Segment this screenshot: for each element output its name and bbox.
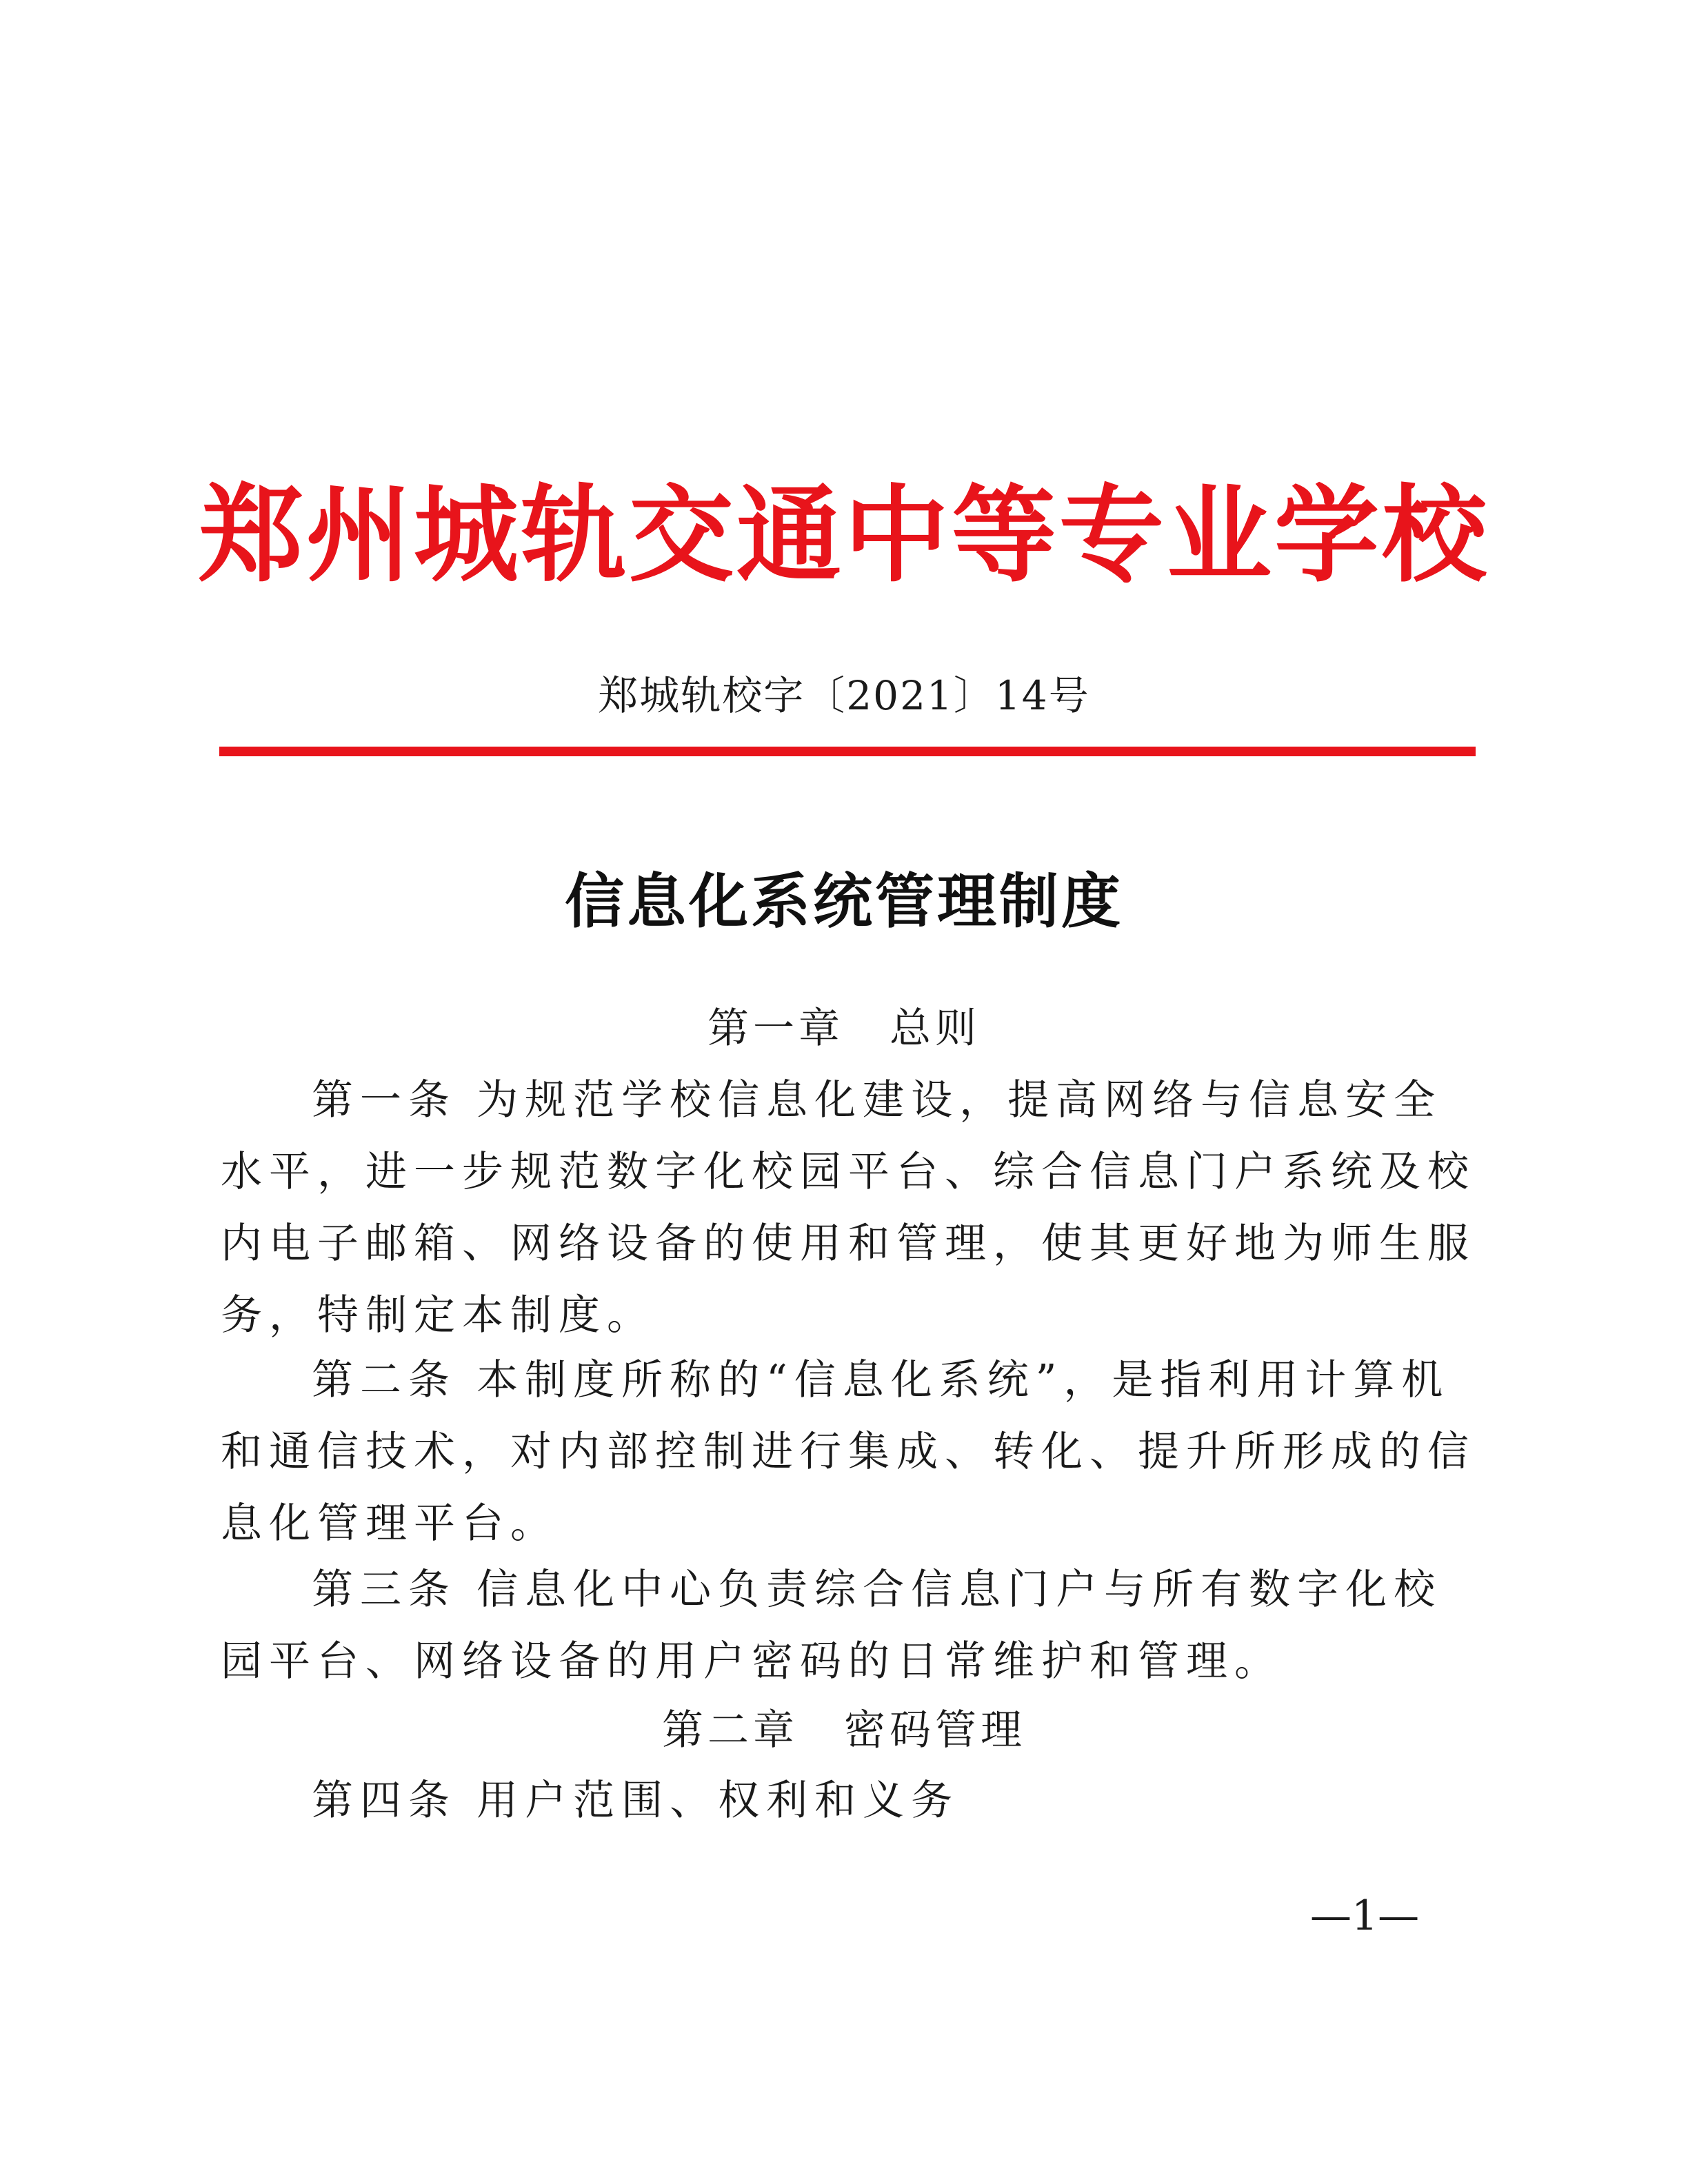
- article-2: 第二条 本制度所称的“信息化系统”，是指利用计算机和通信技术，对内部控制进行集成、转化、提升所形成的信息化管理平台。: [221, 1356, 1476, 1548]
- red-divider-line: [219, 747, 1476, 756]
- article-3: 第三条 信息化中心负责综合信息门户与所有数字化校园平台、网络设备的用户密码的日常维护和管理。: [221, 1566, 1443, 1686]
- chapter-2-heading: 第二章 密码管理: [662, 1706, 1026, 1755]
- page-number: —1—: [1310, 1892, 1420, 1940]
- article-4: 第四条 用户范围、权利和义务: [312, 1777, 960, 1825]
- organization-title: 郑州城轨交通中等专业学校: [199, 473, 1489, 596]
- document-title: 信息化系统管理制度: [565, 867, 1123, 936]
- article-1: 第一条 为规范学校信息化建设，提高网络与信息安全水平，进一步规范数字化校园平台、综合信息门户系统及校内电子邮箱、网络设备的使用和管理，使其更好地为师生服务，特制定本制度。: [221, 1076, 1476, 1339]
- chapter-1-heading: 第一章 总则: [707, 1004, 981, 1053]
- document-number: 郑城轨校字〔2021〕14号: [598, 672, 1090, 719]
